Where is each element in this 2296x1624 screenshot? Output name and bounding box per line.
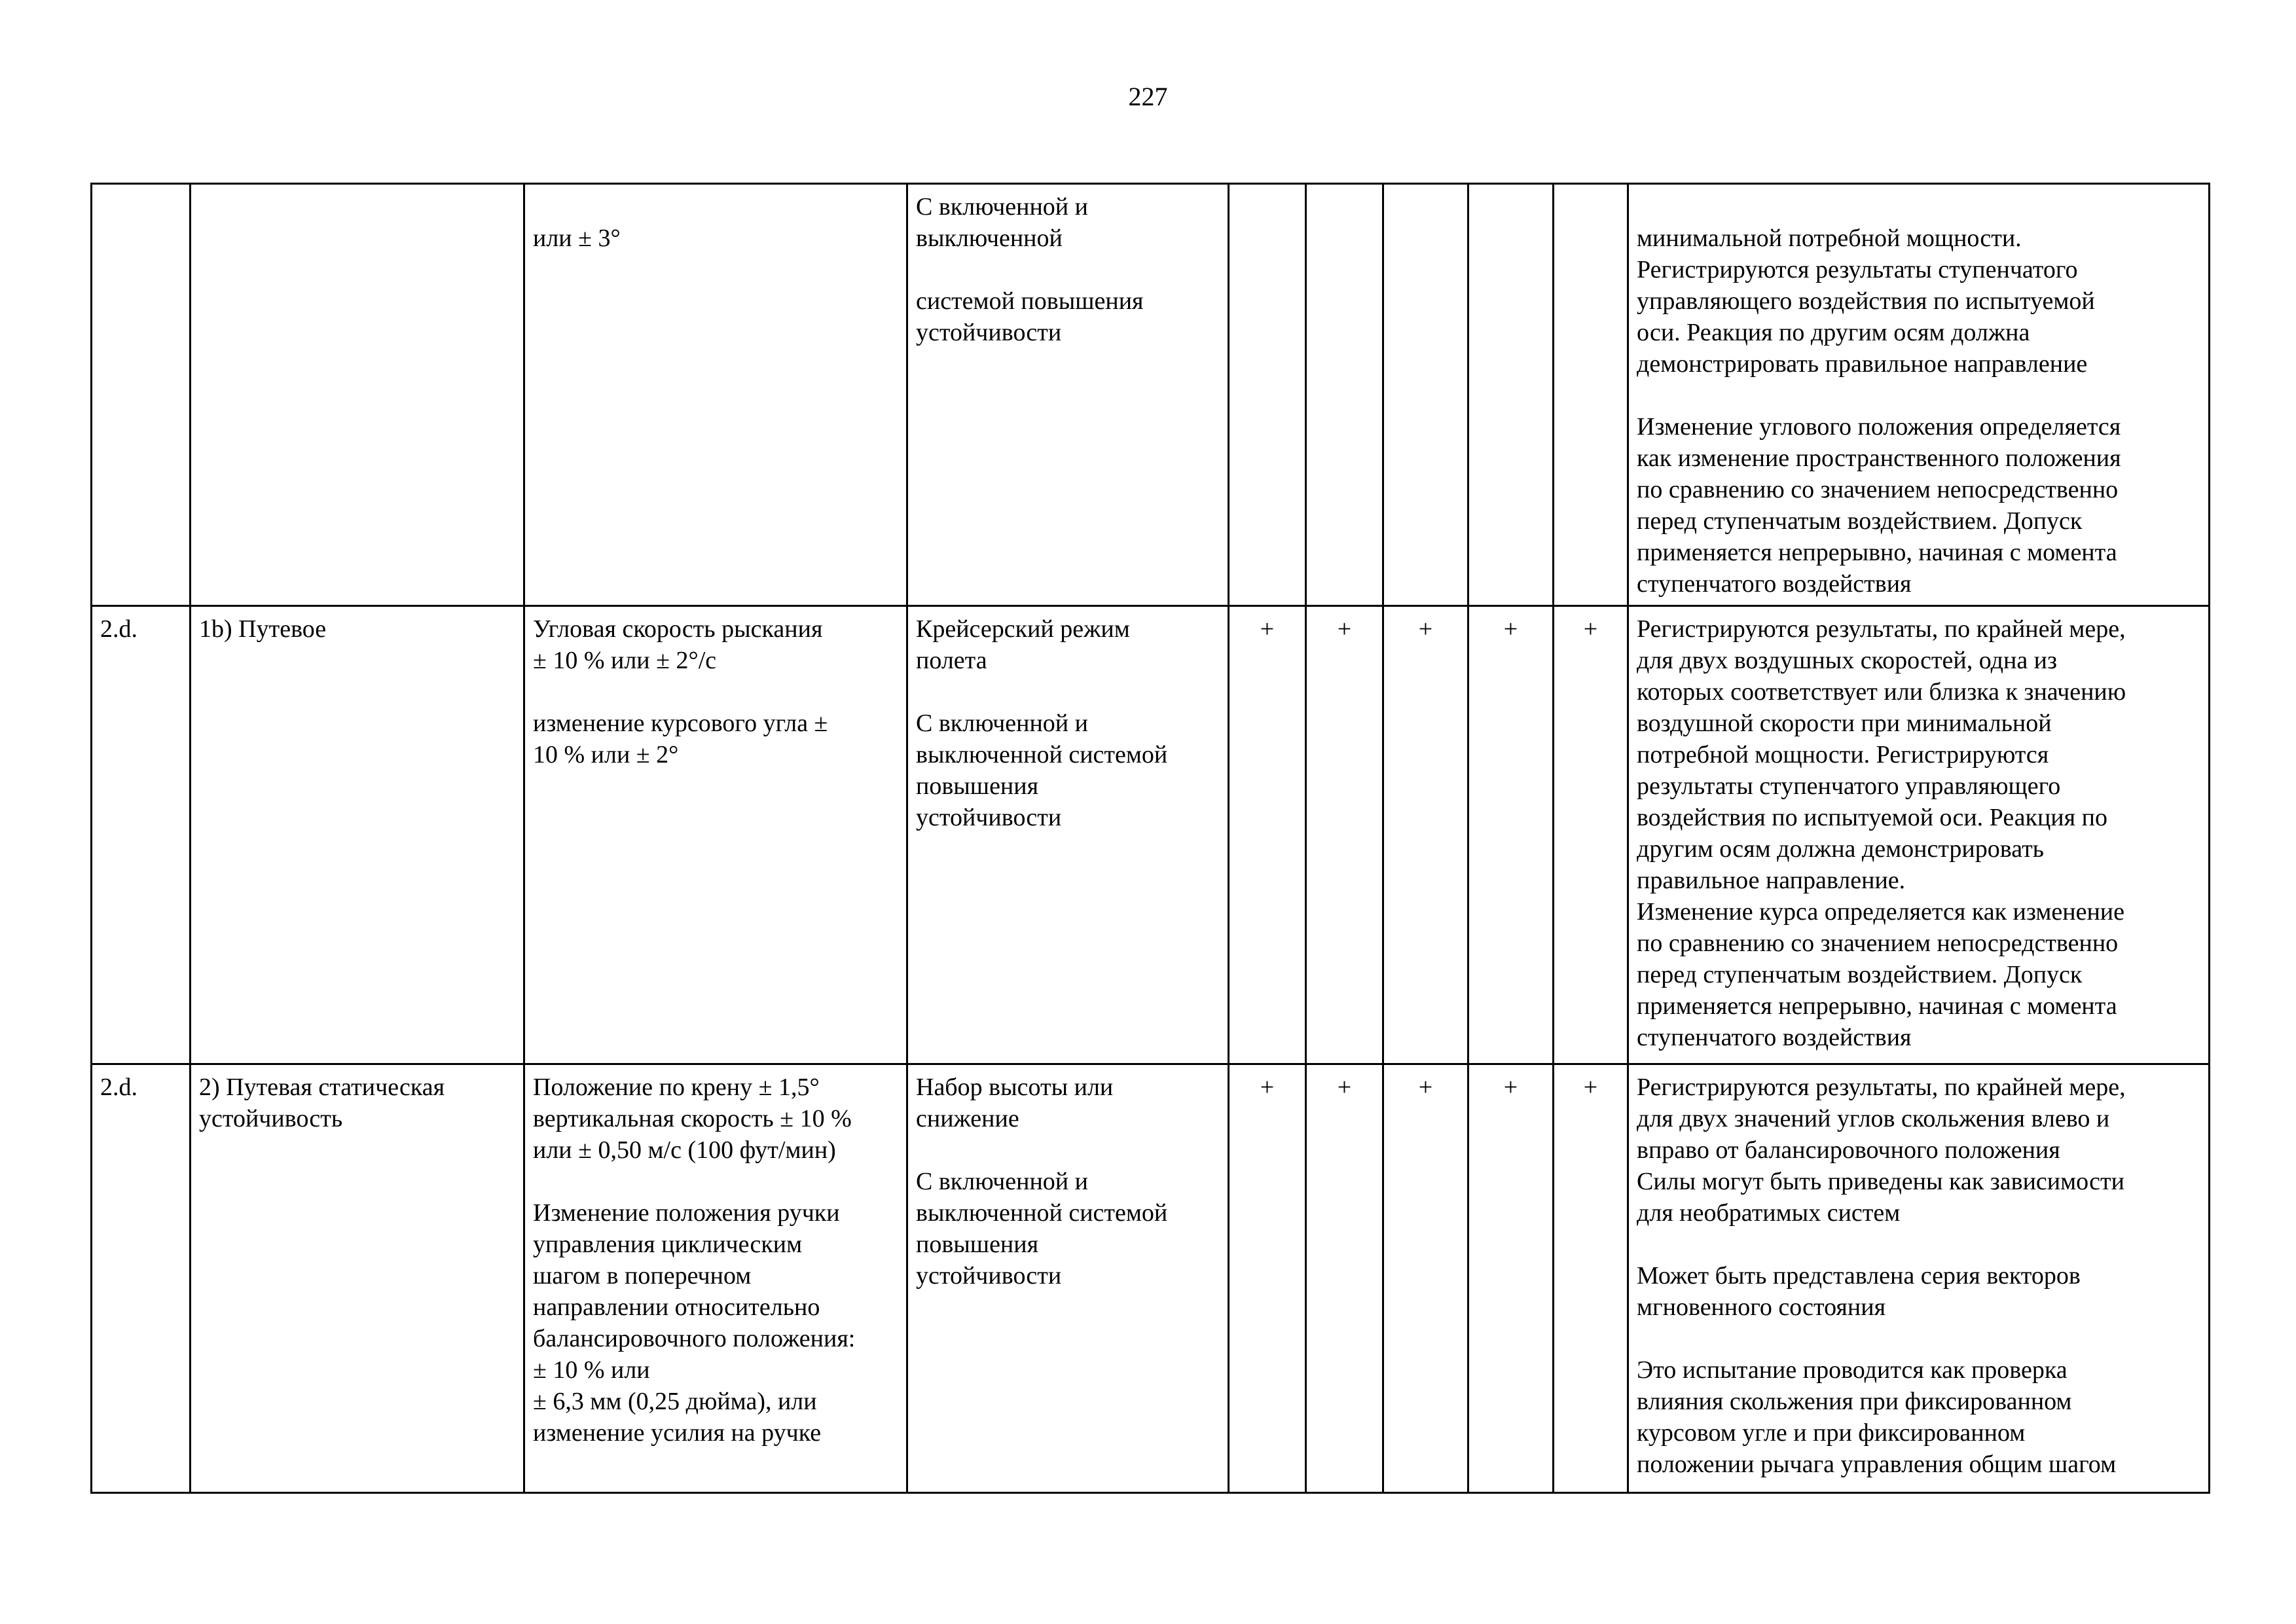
applicability-mark-5: + (1554, 1064, 1628, 1493)
applicability-mark-5 (1554, 184, 1628, 606)
test-id-cell (92, 184, 191, 606)
flight-conditions-cell: С включенной и выключенной системой повышения устойчивости (907, 184, 1229, 606)
applicability-mark-2: + (1306, 606, 1383, 1064)
tolerance-cell: или ± 3° (524, 184, 907, 606)
tolerance-cell: Положение по крену ± 1,5° вертикальная скорость ± 10 % или ± 0,50 м/с (100 фут/мин) Изменение положения ручки управления циклическим шагом в поперечном направлении относительно балансировочного положения: ± 10 % или ± 6,3 мм (0,25 дюйма), или изменение усилия на ручке (524, 1064, 907, 1493)
test-name-cell: 1b) Путевое (191, 606, 524, 1064)
table-row (92, 184, 2210, 606)
test-name-cell (191, 184, 524, 606)
page-number: 227 (1128, 82, 1168, 111)
test-id-cell: 2.d. (92, 606, 191, 1064)
test-id-cell: 2.d. (92, 1064, 191, 1493)
applicability-mark-2: + (1306, 1064, 1383, 1493)
applicability-mark-4: + (1468, 1064, 1554, 1493)
flight-conditions-cell: Набор высоты или снижение С включенной и выключенной системой повышения устойчивости (907, 1064, 1229, 1493)
applicability-mark-4 (1468, 184, 1554, 606)
applicability-mark-3: + (1383, 606, 1468, 1064)
applicability-mark-5: + (1554, 606, 1628, 1064)
applicability-mark-4: + (1468, 606, 1554, 1064)
comments-cell: минимальной потребной мощности. Регистрируются результаты ступенчатого управляющего воздействия по испытуемой оси. Реакция по другим осям должна демонстрировать правильное направление Изменение углового положения определяется как изменение пространственного положения по сравнению со значением непосредственно перед ступенчатым воздействием. Допуск применяется непрерывно, начиная с момента ступенчатого воздействия (1628, 184, 2210, 606)
table-row (92, 606, 2210, 1064)
flight-conditions-cell: Крейсерский режим полета С включенной и выключенной системой повышения устойчивости (907, 606, 1229, 1064)
requirements-table (90, 183, 2210, 1494)
applicability-mark-3: + (1383, 1064, 1468, 1493)
comments-cell: Регистрируются результаты, по крайней мере, для двух воздушных скоростей, одна из которых соответствует или близка к значению воздушной скорости при минимальной потребной мощности. Регистрируются результаты ступенчатого управляющего воздействия по испытуемой оси. Реакция по другим осям должна демонстрировать правильное направление. Изменение курса определяется как изменение по сравнению со значением непосредственно перед ступенчатым воздействием. Допуск применяется непрерывно, начиная с момента ступенчатого воздействия (1628, 606, 2210, 1064)
applicability-mark-1: + (1229, 1064, 1306, 1493)
comments-cell: Регистрируются результаты, по крайней мере, для двух значений углов скольжения влево и вправо от балансировочного положения Силы могут быть приведены как зависимости для необратимых систем Может быть представлена серия векторов мгновенного состояния Это испытание проводится как проверка влияния скольжения при фиксированном курсовом угле и при фиксированном положении рычага управления общим шагом (1628, 1064, 2210, 1493)
applicability-mark-1: + (1229, 606, 1306, 1064)
applicability-mark-1 (1229, 184, 1306, 606)
applicability-mark-3 (1383, 184, 1468, 606)
tolerance-cell: Угловая скорость рыскания ± 10 % или ± 2°/с изменение курсового угла ± 10 % или ± 2° (524, 606, 907, 1064)
test-name-cell: 2) Путевая статическая устойчивость (191, 1064, 524, 1493)
applicability-mark-2 (1306, 184, 1383, 606)
table-row (92, 1064, 2210, 1493)
